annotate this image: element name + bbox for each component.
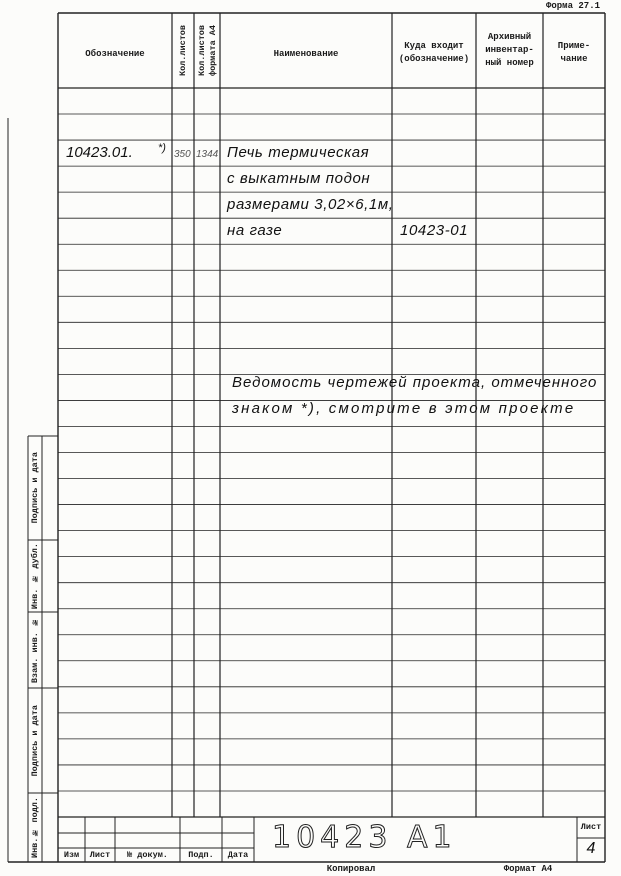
table-row xyxy=(58,244,605,270)
table-row xyxy=(58,218,605,244)
side-stamp-label: Подпись и дата xyxy=(30,704,40,777)
table-row xyxy=(58,661,605,687)
table-row xyxy=(58,557,605,583)
header-archive-line-2: инвентар- xyxy=(485,45,534,55)
header-sheets-label: Кол.листов xyxy=(178,24,188,76)
title-col-doc-number: № докум. xyxy=(127,850,168,860)
title-col-date: Дата xyxy=(227,850,249,860)
side-stamp-signature-date-2 xyxy=(28,688,42,793)
table-row xyxy=(58,166,605,192)
side-stamp-replacement-inv xyxy=(28,612,42,688)
table-row xyxy=(58,765,605,791)
title-col-change: Изм xyxy=(63,850,80,860)
header-sheets-a4 xyxy=(194,13,220,88)
footer-copied: Копировал xyxy=(326,864,376,874)
table-row xyxy=(58,505,605,531)
table-row xyxy=(58,426,605,452)
table-row xyxy=(58,296,605,322)
title-sheet-label: Лист xyxy=(580,822,602,832)
side-stamp-label: Подпись и дата xyxy=(30,452,40,524)
row-sheet-count: 350 xyxy=(174,149,191,161)
header-designation: Обозначение xyxy=(85,49,145,59)
table-row xyxy=(58,713,605,739)
row-sheet-count-a4: 1344 xyxy=(196,149,219,161)
row-name: Печь термическая xyxy=(227,144,370,162)
document-code: 10423 А1 xyxy=(272,820,457,855)
header-sheets xyxy=(172,13,194,88)
table-row xyxy=(58,635,605,661)
row-footnote-mark: *) xyxy=(158,142,166,155)
header-name: Наименование xyxy=(273,49,339,59)
title-col-signature: Подп. xyxy=(188,850,214,860)
header-destination-line-1: Куда входит xyxy=(404,41,464,51)
side-stamp-original-inv xyxy=(28,793,42,862)
row-destination: 10423-01 xyxy=(400,222,469,240)
table-row xyxy=(58,531,605,557)
header-sheets-a4-line-2: формата А4 xyxy=(207,24,218,76)
header-remark-line-1: Приме- xyxy=(557,41,591,51)
side-stamp-label: Взам. инв. № xyxy=(30,616,40,684)
table-row xyxy=(58,687,605,713)
table-row xyxy=(58,453,605,479)
row-name: размерами 3,02×6,1м, xyxy=(227,196,394,214)
row-name: на газе xyxy=(227,222,283,240)
table-row xyxy=(58,140,605,166)
note-line-1: Ведомость чертежей проекта, отмеченного xyxy=(232,374,598,391)
header-sheets-a4-line-1: Кол.листов xyxy=(196,24,207,76)
side-stamp-duplicate-inv xyxy=(28,540,42,612)
header-destination-line-2: (обозначение) xyxy=(398,54,470,64)
table-row xyxy=(58,583,605,609)
table-row xyxy=(58,609,605,635)
table-row xyxy=(58,88,605,114)
row-designation: 10423.01. xyxy=(66,144,133,162)
footer-format: Формат А4 xyxy=(503,864,553,874)
table-row xyxy=(58,322,605,348)
header-archive-line-1: Архивный xyxy=(487,32,532,42)
side-stamp-label: Инв.№ подл. xyxy=(30,796,40,858)
title-col-sheet: Лист xyxy=(89,850,111,860)
table-row xyxy=(58,192,605,218)
form-number: Форма 27.1 xyxy=(545,1,600,11)
table-row xyxy=(58,114,605,140)
table-row xyxy=(58,270,605,296)
row-name: с выкатным подон xyxy=(227,170,371,188)
table-row xyxy=(58,479,605,505)
table-row xyxy=(58,791,605,817)
side-stamp-label: Инв. № дубл. xyxy=(30,542,40,610)
note-line-2: знаком *), смотрите в этом проекте xyxy=(232,400,576,417)
table-row xyxy=(58,739,605,765)
header-remark-line-2: чание xyxy=(560,54,588,64)
side-stamp-signature-date-1 xyxy=(28,436,42,540)
title-sheet-number: 4 xyxy=(586,840,596,857)
header-archive-line-3: ный номер xyxy=(485,58,534,68)
